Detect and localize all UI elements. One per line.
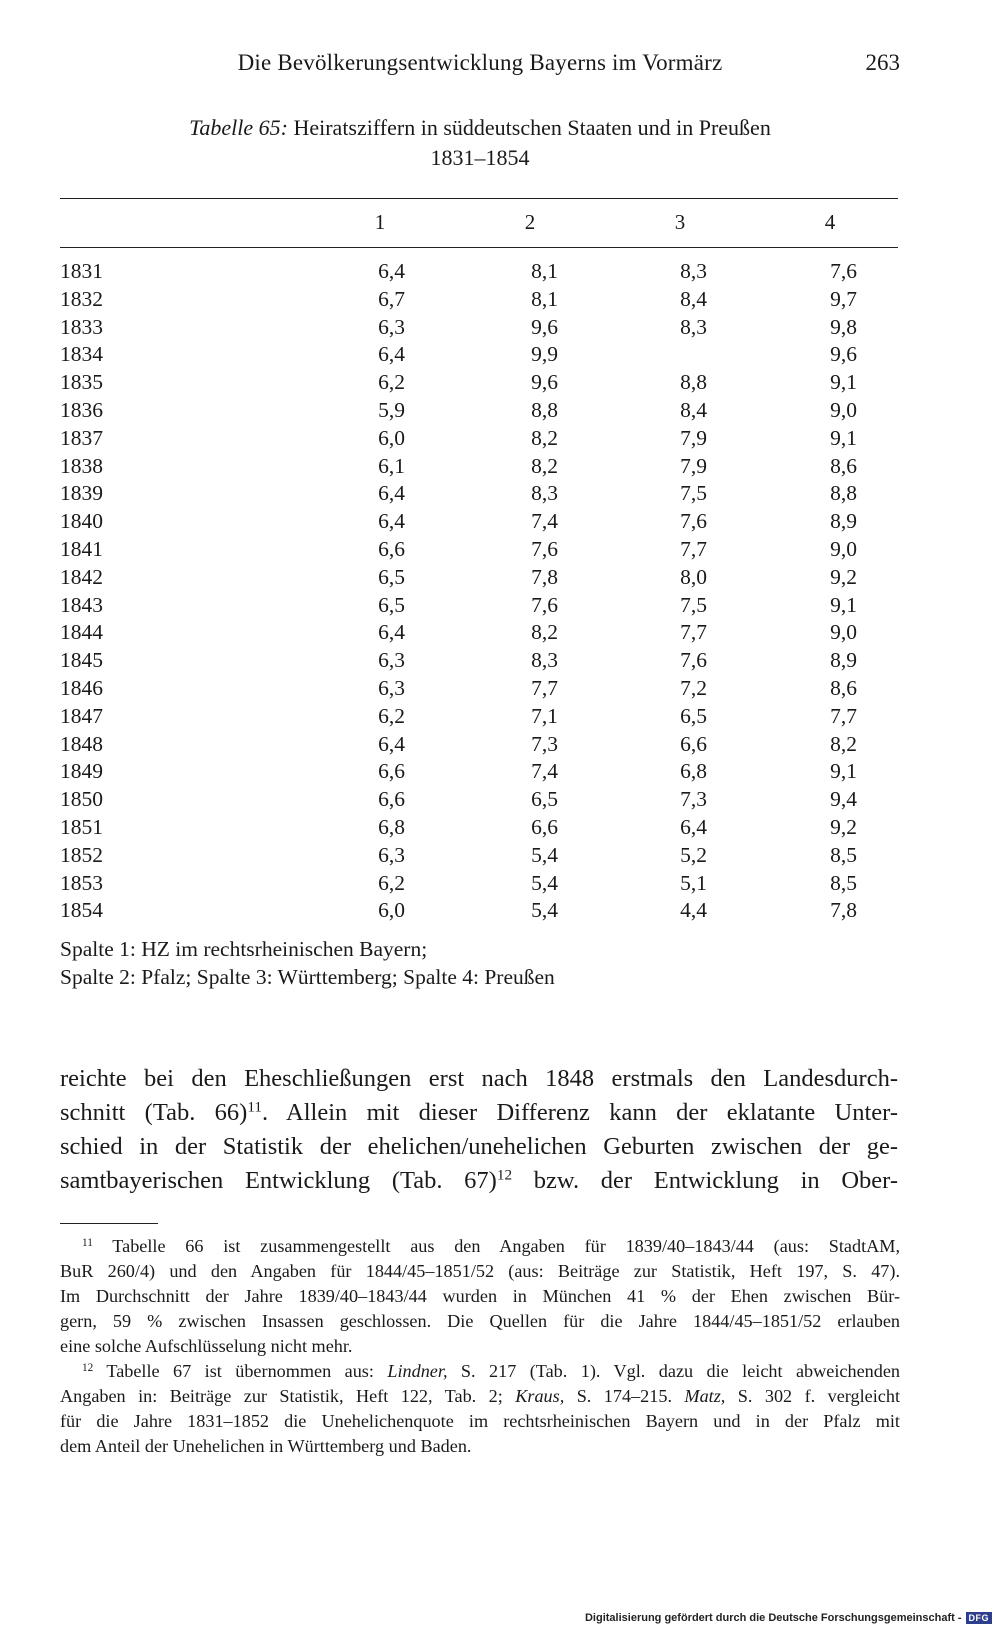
footnote-11-line-1 xyxy=(60,1234,900,1259)
cell-column-3: 8,8 xyxy=(680,370,707,395)
cell-column-3: 7,3 xyxy=(680,787,707,812)
footnote-12-text-1a: Tabelle 67 ist übernommen aus: xyxy=(106,1361,388,1381)
body-line-4-text-b: bzw. der Entwicklung in Ober- xyxy=(512,1167,899,1194)
cell-column-1: 6,3 xyxy=(378,314,405,339)
cell-column-3: 5,2 xyxy=(680,842,707,867)
table-top-rule xyxy=(60,198,898,199)
cell-column-4: 8,2 xyxy=(830,731,857,756)
cell-column-2: 9,6 xyxy=(531,370,558,395)
cell-column-4: 9,6 xyxy=(830,342,857,367)
cell-column-3: 7,7 xyxy=(680,620,707,645)
footnote-separator xyxy=(60,1223,158,1224)
cell-column-1: 6,2 xyxy=(378,870,405,895)
cell-column-4: 9,1 xyxy=(830,370,857,395)
cell-column-4: 8,5 xyxy=(830,870,857,895)
table-row xyxy=(60,425,900,453)
table-caption-years: 1831–1854 xyxy=(430,145,530,170)
cell-column-1: 6,7 xyxy=(378,286,405,311)
cell-column-2: 9,6 xyxy=(531,314,558,339)
cell-column-2: 8,3 xyxy=(531,481,558,506)
cell-column-1: 6,4 xyxy=(378,259,405,283)
footnote-12-line-3: für die Jahre 1831–1852 die Unehelichenquote im rechtsrheinischen Bayern und in der Pfalz mit xyxy=(60,1411,900,1431)
row-year: 1836 xyxy=(60,397,103,422)
running-title: Die Bevölkerungsentwicklung Bayerns im Vormärz xyxy=(237,50,723,75)
table-row xyxy=(60,703,900,731)
footnote-12-line-1 xyxy=(60,1359,900,1384)
cell-column-4: 9,0 xyxy=(830,397,857,422)
cell-column-3: 8,4 xyxy=(680,397,707,422)
table-row xyxy=(60,592,900,620)
footnote-12-author-lindner: Lindner, xyxy=(387,1361,448,1381)
row-year: 1841 xyxy=(60,536,103,561)
table-row xyxy=(60,897,900,925)
cell-column-1: 6,0 xyxy=(378,898,405,923)
row-year: 1834 xyxy=(60,342,103,367)
row-year: 1838 xyxy=(60,453,103,478)
cell-column-1: 6,4 xyxy=(378,509,405,534)
cell-column-4: 8,9 xyxy=(830,648,857,673)
cell-column-3: 7,9 xyxy=(680,453,707,478)
cell-column-1: 6,4 xyxy=(378,620,405,645)
cell-column-4: 8,6 xyxy=(830,675,857,700)
table-row xyxy=(60,842,900,870)
body-line-2-text-a: schnitt (Tab. 66) xyxy=(60,1099,248,1126)
table-row xyxy=(60,564,900,592)
table-row xyxy=(60,675,900,703)
cell-column-2: 8,2 xyxy=(531,425,558,450)
cell-column-1: 6,6 xyxy=(378,759,405,784)
cell-column-1: 6,2 xyxy=(378,703,405,728)
footnote-11-line-3: Im Durchschnitt der Jahre 1839/40–1843/44 wurden in München 41 % der Ehen zwischen Bür- xyxy=(60,1286,900,1306)
footnote-12-text-2a: Angaben in: Beiträge zur Statistik, Heft 122, Tab. 2; xyxy=(60,1386,516,1406)
body-line-2 xyxy=(60,1096,898,1130)
table-row xyxy=(60,870,900,898)
table-row xyxy=(60,647,900,675)
legend-line-1: Spalte 1: HZ im rechtsrheinischen Bayern; xyxy=(60,937,428,961)
cell-column-3: 7,9 xyxy=(680,425,707,450)
cell-column-3: 8,3 xyxy=(680,259,707,283)
column-header-3: 3 xyxy=(674,210,686,234)
cell-column-3: 4,4 xyxy=(680,898,707,923)
footnote-11-line-4: gern, 59 % zwischen Insassen geschlossen. Die Quellen für die Jahre 1844/45–1851/52 erlauben xyxy=(60,1311,900,1331)
footnote-12-author-kraus: Kraus, xyxy=(515,1386,565,1406)
cell-column-3: 7,5 xyxy=(680,481,707,506)
cell-column-4: 9,4 xyxy=(830,787,857,812)
cell-column-2: 8,1 xyxy=(531,259,558,283)
data-table xyxy=(60,258,900,925)
cell-column-4: 7,6 xyxy=(830,259,857,283)
table-row xyxy=(60,731,900,759)
cell-column-3: 7,7 xyxy=(680,536,707,561)
cell-column-1: 6,3 xyxy=(378,675,405,700)
page-header xyxy=(60,50,900,84)
row-year: 1839 xyxy=(60,481,103,506)
cell-column-4: 9,0 xyxy=(830,536,857,561)
cell-column-3: 8,3 xyxy=(680,314,707,339)
cell-column-2: 5,4 xyxy=(531,898,558,923)
cell-column-4: 9,1 xyxy=(830,759,857,784)
table-caption-label: Tabelle 65: xyxy=(189,115,288,140)
footnotes xyxy=(60,1234,900,1459)
table-row xyxy=(60,314,900,342)
row-year: 1831 xyxy=(60,259,103,283)
row-year: 1852 xyxy=(60,842,103,867)
column-header-2: 2 xyxy=(524,210,536,234)
row-year: 1832 xyxy=(60,286,103,311)
row-year: 1849 xyxy=(60,759,103,784)
cell-column-3: 7,2 xyxy=(680,675,707,700)
cell-column-2: 7,7 xyxy=(531,675,558,700)
cell-column-1: 6,4 xyxy=(378,731,405,756)
table-row xyxy=(60,369,900,397)
cell-column-4: 9,8 xyxy=(830,314,857,339)
cell-column-1: 6,2 xyxy=(378,370,405,395)
row-year: 1840 xyxy=(60,509,103,534)
table-row xyxy=(60,536,900,564)
cell-column-2: 8,2 xyxy=(531,620,558,645)
footnote-11-text-1: Tabelle 66 ist zusammengestellt aus den Angaben für 1839/40–1843/44 (aus: StadtAM, xyxy=(112,1236,900,1256)
cell-column-2: 6,6 xyxy=(531,814,558,839)
cell-column-4: 9,2 xyxy=(830,814,857,839)
cell-column-4: 8,8 xyxy=(830,481,857,506)
footnote-12-text-2c: S. 302 f. vergleicht xyxy=(725,1386,900,1406)
row-year: 1853 xyxy=(60,870,103,895)
row-year: 1837 xyxy=(60,425,103,450)
table-row xyxy=(60,397,900,425)
table-row xyxy=(60,286,900,314)
cell-column-1: 6,4 xyxy=(378,481,405,506)
footnote-12-marker: 12 xyxy=(82,1361,94,1374)
table-caption xyxy=(60,113,900,173)
cell-column-1: 6,4 xyxy=(378,342,405,367)
row-year: 1845 xyxy=(60,648,103,673)
table-row xyxy=(60,453,900,481)
body-paragraph xyxy=(60,1062,898,1198)
cell-column-2: 6,5 xyxy=(531,787,558,812)
dfg-logo: DFG xyxy=(966,1612,993,1624)
cell-column-1: 5,9 xyxy=(378,397,405,422)
cell-column-3: 6,8 xyxy=(680,759,707,784)
dfg-credit-text: Digitalisierung gefördert durch die Deutsche Forschungsgemeinschaft - xyxy=(584,1612,962,1624)
cell-column-4: 8,6 xyxy=(830,453,857,478)
table-row xyxy=(60,258,900,286)
row-year: 1846 xyxy=(60,675,103,700)
cell-column-3: 7,6 xyxy=(680,648,707,673)
cell-column-3: 7,6 xyxy=(680,509,707,534)
body-line-2-text-b: . Allein mit dieser Differenz kann der eklatante Unter- xyxy=(261,1099,898,1126)
cell-column-2: 5,4 xyxy=(531,842,558,867)
table-caption-text: Heiratsziffern in süddeutschen Staaten und in Preußen xyxy=(293,115,771,140)
body-line-4-text-a: samtbayerischen Entwicklung (Tab. 67) xyxy=(60,1167,497,1194)
footnote-12-text-1b: S. 217 (Tab. 1). Vgl. dazu die leicht abweichenden xyxy=(447,1361,901,1381)
row-year: 1850 xyxy=(60,787,103,812)
table-row xyxy=(60,814,900,842)
row-year: 1851 xyxy=(60,814,103,839)
cell-column-2: 8,2 xyxy=(531,453,558,478)
body-line-3: schied in der Statistik der ehelichen/unehelichen Geburten zwischen der ge- xyxy=(60,1133,898,1160)
dfg-credit xyxy=(585,1612,992,1624)
footnote-11-marker: 11 xyxy=(82,1236,93,1249)
cell-column-1: 6,6 xyxy=(378,787,405,812)
table-row xyxy=(60,508,900,536)
cell-column-2: 7,3 xyxy=(531,731,558,756)
table-header-rule xyxy=(60,247,898,248)
cell-column-1: 6,5 xyxy=(378,564,405,589)
cell-column-3: 7,5 xyxy=(680,592,707,617)
row-year: 1854 xyxy=(60,898,103,923)
table-row xyxy=(60,786,900,814)
footnote-11 xyxy=(60,1234,900,1359)
footnote-ref-11: 11 xyxy=(247,1098,262,1116)
cell-column-1: 6,1 xyxy=(378,453,405,478)
cell-column-3: 5,1 xyxy=(680,870,707,895)
row-year: 1848 xyxy=(60,731,103,756)
cell-column-2: 7,4 xyxy=(531,509,558,534)
row-year: 1847 xyxy=(60,703,103,728)
column-header-4: 4 xyxy=(824,210,836,234)
cell-column-1: 6,3 xyxy=(378,842,405,867)
table-row xyxy=(60,619,900,647)
column-header-1: 1 xyxy=(374,210,386,234)
cell-column-4: 9,7 xyxy=(830,286,857,311)
cell-column-4: 8,5 xyxy=(830,842,857,867)
cell-column-1: 6,5 xyxy=(378,592,405,617)
table-row xyxy=(60,480,900,508)
cell-column-2: 7,4 xyxy=(531,759,558,784)
table-column-headers xyxy=(60,210,900,240)
row-year: 1843 xyxy=(60,592,103,617)
cell-column-1: 6,8 xyxy=(378,814,405,839)
footnote-12-line-2 xyxy=(60,1384,900,1409)
cell-column-2: 7,8 xyxy=(531,564,558,589)
page-number: 263 xyxy=(865,50,900,75)
cell-column-4: 7,8 xyxy=(830,898,857,923)
cell-column-3: 8,4 xyxy=(680,286,707,311)
cell-column-2: 8,8 xyxy=(531,397,558,422)
footnote-12-line-4: dem Anteil der Unehelichen in Württemberg und Baden. xyxy=(60,1436,472,1456)
cell-column-4: 9,1 xyxy=(830,425,857,450)
footnote-12 xyxy=(60,1359,900,1459)
legend-line-2: Spalte 2: Pfalz; Spalte 3: Württemberg; Spalte 4: Preußen xyxy=(60,965,555,989)
cell-column-1: 6,3 xyxy=(378,648,405,673)
cell-column-2: 8,1 xyxy=(531,286,558,311)
footnote-ref-12: 12 xyxy=(496,1166,513,1184)
row-year: 1833 xyxy=(60,314,103,339)
cell-column-2: 7,1 xyxy=(531,703,558,728)
cell-column-3: 6,6 xyxy=(680,731,707,756)
table-row xyxy=(60,341,900,369)
row-year: 1844 xyxy=(60,620,103,645)
cell-column-4: 8,9 xyxy=(830,509,857,534)
cell-column-3: 8,0 xyxy=(680,564,707,589)
table-legend xyxy=(60,935,900,991)
footnote-12-author-matz: Matz, xyxy=(684,1386,726,1406)
cell-column-2: 8,3 xyxy=(531,648,558,673)
body-line-1: reichte bei den Eheschließungen erst nach 1848 erstmals den Landesdurch- xyxy=(60,1065,898,1092)
cell-column-1: 6,6 xyxy=(378,536,405,561)
footnote-12-text-2b: S. 174–215. xyxy=(564,1386,685,1406)
cell-column-1: 6,0 xyxy=(378,425,405,450)
body-line-4 xyxy=(60,1164,898,1198)
cell-column-2: 5,4 xyxy=(531,870,558,895)
table-row xyxy=(60,758,900,786)
row-year: 1835 xyxy=(60,370,103,395)
row-year: 1842 xyxy=(60,564,103,589)
cell-column-3: 6,4 xyxy=(680,814,707,839)
cell-column-2: 7,6 xyxy=(531,592,558,617)
cell-column-2: 9,9 xyxy=(531,342,558,367)
cell-column-2: 7,6 xyxy=(531,536,558,561)
cell-column-3: 6,5 xyxy=(680,703,707,728)
cell-column-4: 9,1 xyxy=(830,592,857,617)
footnote-11-line-5: eine solche Aufschlüsselung nicht mehr. xyxy=(60,1336,353,1356)
cell-column-4: 7,7 xyxy=(830,703,857,728)
cell-column-4: 9,0 xyxy=(830,620,857,645)
cell-column-4: 9,2 xyxy=(830,564,857,589)
footnote-11-line-2: BuR 260/4) und den Angaben für 1844/45–1851/52 (aus: Beiträge zur Statistik, Heft 197, S. 47). xyxy=(60,1261,900,1281)
